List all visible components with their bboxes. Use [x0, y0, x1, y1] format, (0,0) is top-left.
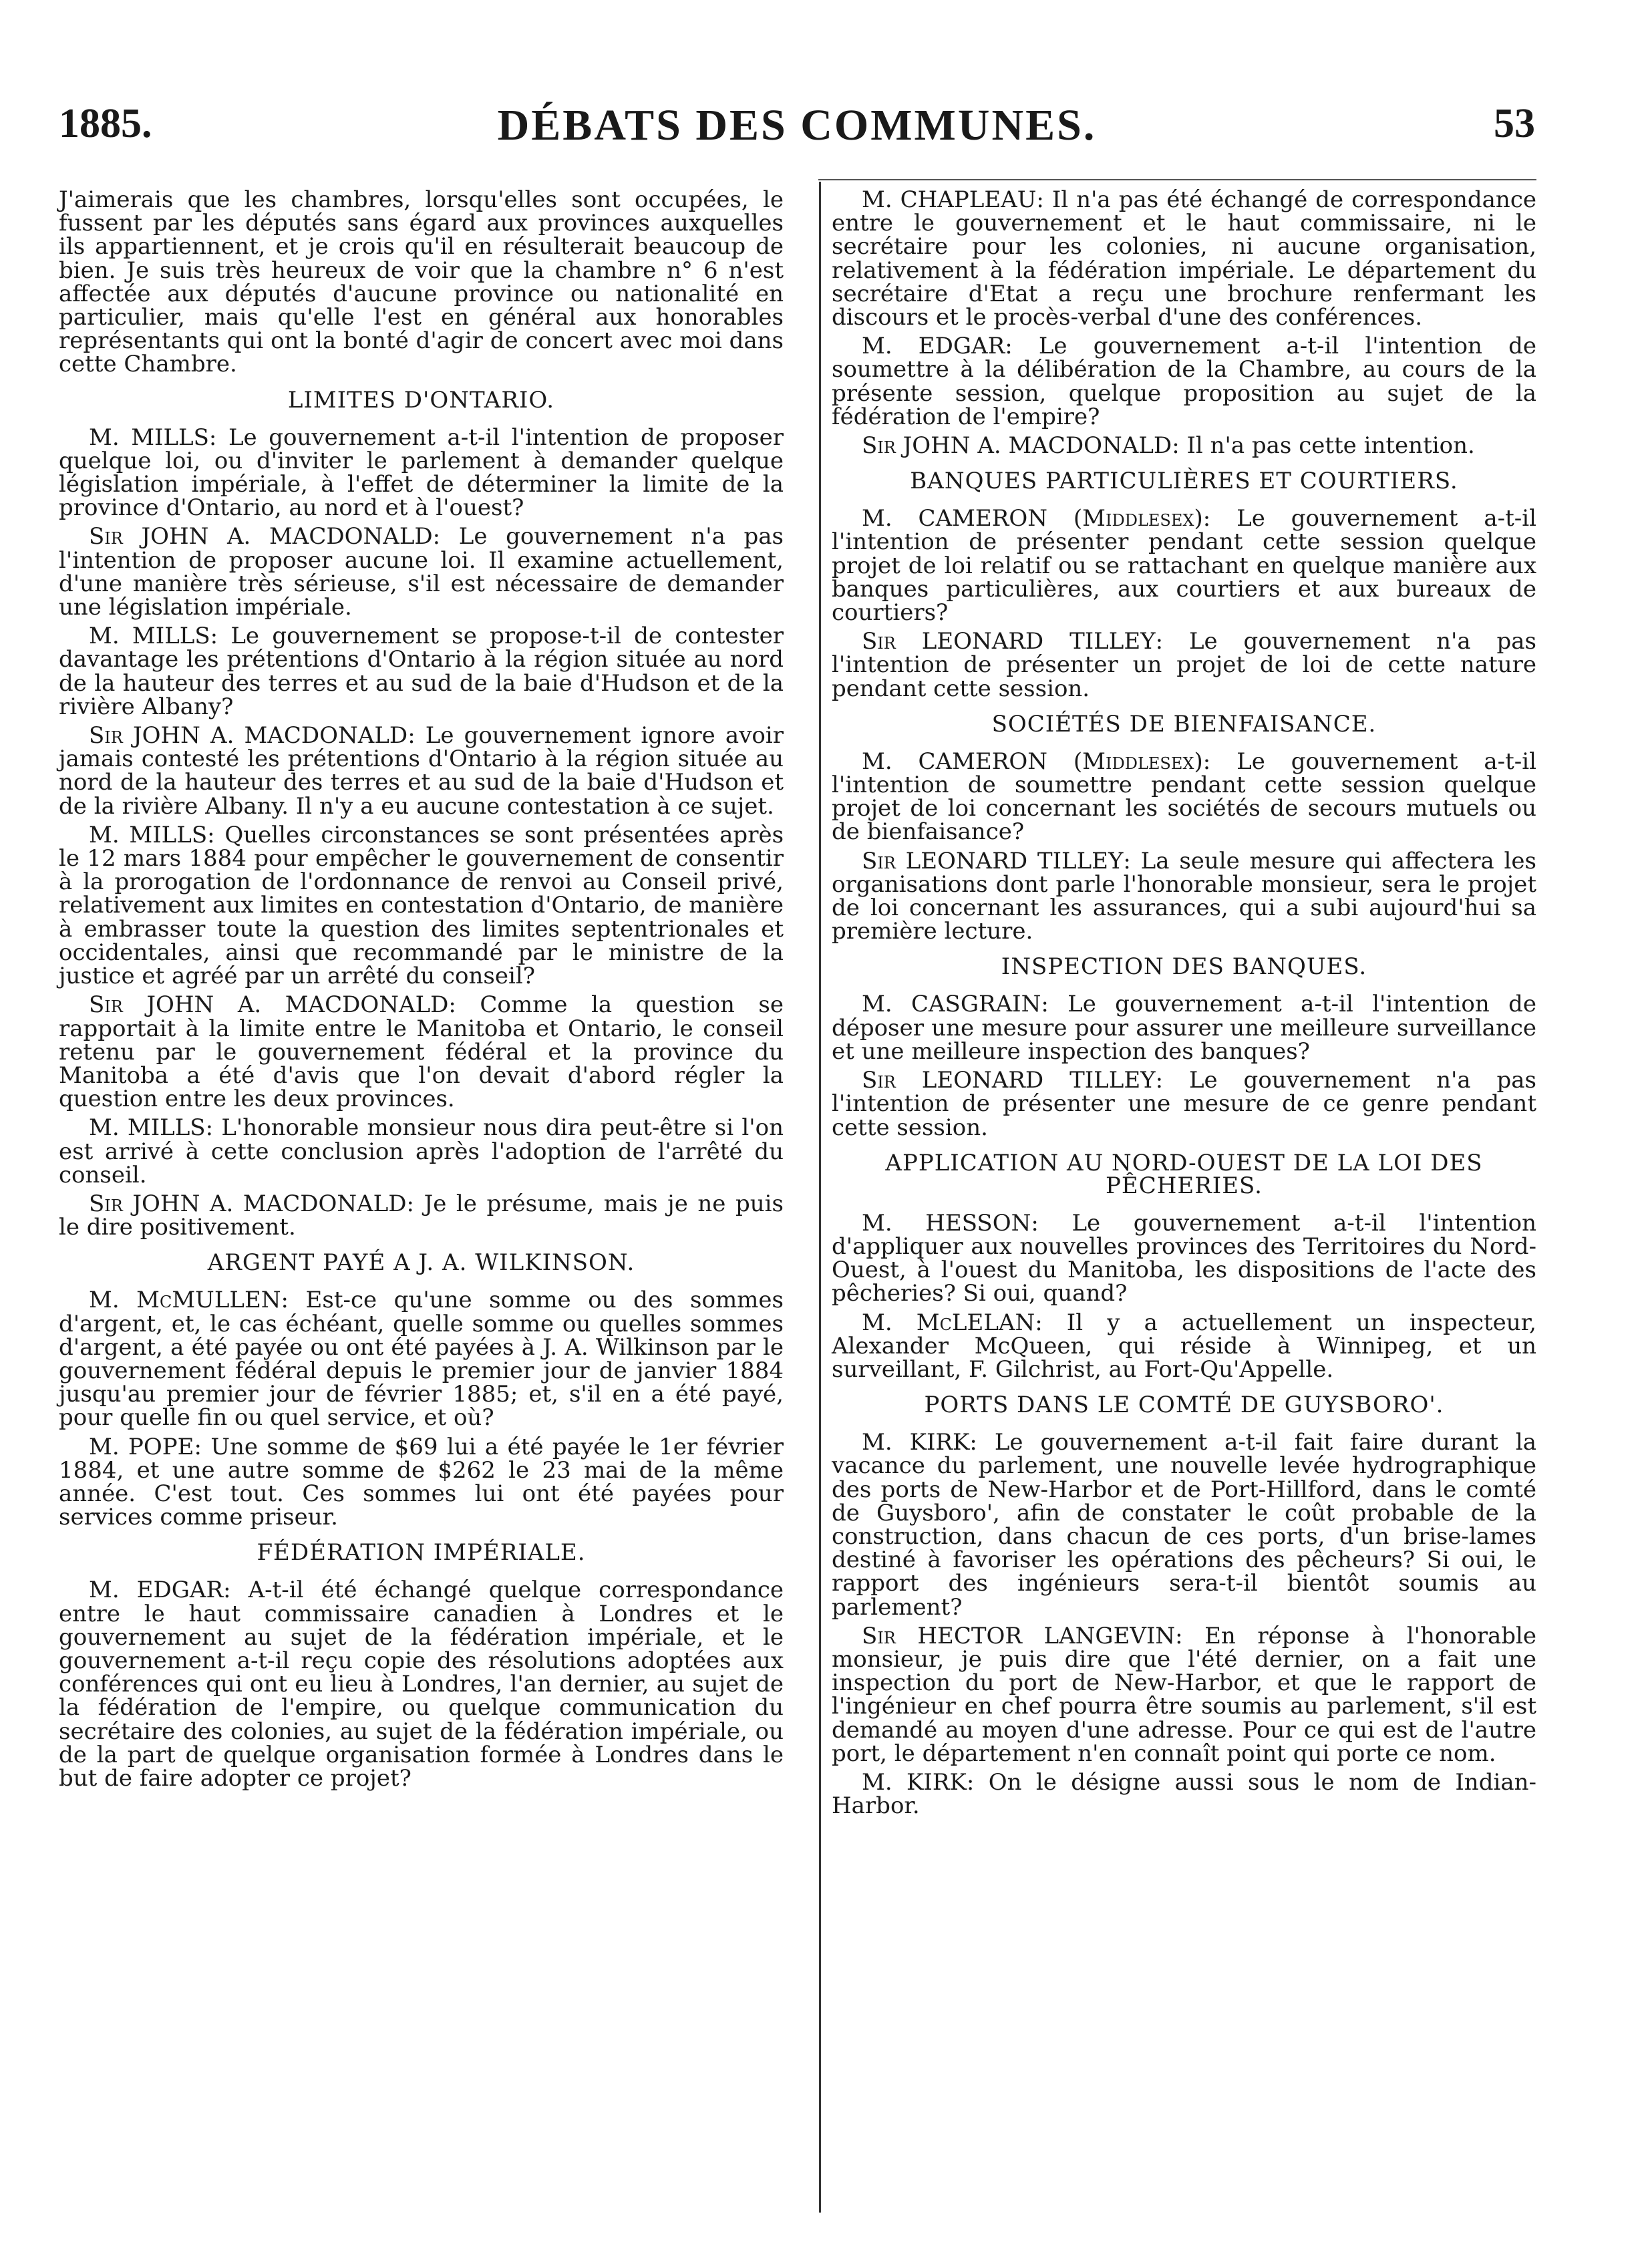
page-number: 53 — [1494, 101, 1535, 146]
intro-paragraph: J'aimerais que les chambres, lorsqu'elles sont occupées, le fussent par les députés sans égard aux provinces auxquelles ils appartiennent, et je crois qu'il en résulterait beaucoup de bien. Je suis très heureux de voir que la chambre n° 6 n'est affectée aux députés d'aucune province ou nationalité en particulier, mais qu'elle l'est en général aux honorables représentants qui ont la bonté d'agir de concert avec moi dans cette Chambre. — [59, 186, 784, 378]
section-heading: ARGENT PAYÉ A J. A. WILKINSON. — [207, 1249, 635, 1277]
speaker-name: M. EDGAR — [862, 333, 1005, 360]
debate-paragraph — [832, 1209, 1536, 1307]
speech-text: : Le gouvernement n'a pas l'intention de proposer aucune loi. Il examine actuellement, d'une manière très sérieuse, s'il est nécessaire de demander une législation impériale. — [59, 523, 784, 621]
speech-text: : A-t-il été échangé quelque correspondance entre le haut commissaire canadien à Londres et le gouvernement au sujet de la fédération impériale, et le gouvernement a-t-il reçu copie des résolutions adoptées aux conférences qui ont eu lieu à Londres, l'an dernier, au sujet de la fédération de l'empire, ou quelque communication du secrétaire des colonies, au sujet de la fédération impériale, ou de la part de quelque organisation formée à Londres dans le but de faire adopter ce projet? — [59, 1577, 784, 1792]
speaker-name: M. KIRK — [862, 1429, 970, 1456]
speaker-name: M. EDGAR — [89, 1577, 224, 1604]
debate-paragraph — [59, 1289, 784, 1430]
debate-paragraph — [832, 1069, 1536, 1140]
debate-paragraph — [59, 993, 784, 1111]
debate-paragraph — [59, 1116, 784, 1187]
speech-text: : Le gouvernement a-t-il l'intention de soumettre pendant cette session quelque projet de loi concernant les sociétés de secours mutuels ou de bienfaisance? — [832, 748, 1536, 846]
debate-paragraph — [832, 750, 1536, 844]
section-heading: BANQUES PARTICULIÈRES ET COURTIERS. — [910, 468, 1458, 495]
section-heading: PORTS DANS LE COMTÉ DE GUYSBORO'. — [924, 1392, 1444, 1419]
debate-paragraph — [832, 434, 1536, 458]
page-header — [59, 100, 1535, 160]
speaker-name: M. MILLS — [89, 821, 208, 848]
speech-text: : Est-ce qu'une somme ou des sommes d'argent, et, le cas échéant, quelle somme ou quelles sommes d'argent, a été payée ou ont été payées à J. A. Wilkinson par le gouvernement fédéral depuis le premier jour de janvier 1884 jusqu'au premier jour de février 1885; et, s'il en a été payé, pour quelle fin ou quel service, et où? — [59, 1287, 784, 1432]
debate-paragraph — [832, 847, 1536, 945]
speaker-name: M. POPE — [89, 1433, 194, 1460]
section-heading: INSPECTION DES BANQUES. — [1001, 953, 1367, 981]
debate-paragraph — [59, 525, 784, 619]
speech-text: : On le désigne aussi sous le nom de Indian-Harbor. — [832, 1768, 1536, 1820]
section-heading: SOCIÉTÉS DE BIENFAISANCE. — [991, 710, 1377, 738]
speech-text: : Le gouvernement a-t-il l'intention de soumettre à la délibération de la Chambre, au cours de la présente session, quelque proposition au sujet de la fédération de l'empire? — [832, 333, 1537, 430]
speech-text: : L'honorable monsieur nous dira peut-être si l'on est arrivé à cette conclusion après l'adoption de l'arrêté du conseil. — [59, 1114, 784, 1188]
speech-text: : Quelles circonstances se sont présentées après le 12 mars 1884 pour empêcher le gouvernement de consentir à la prorogation de l'ordonnance de renvoi au Conseil privé, relativement aux limites en contestation d'Ontario, de manière à embrasser toute la question des limites septentrionales et occidentales, ainsi que recommandé par le ministre de la justice et agréé par un arrêté du conseil? — [59, 821, 784, 990]
debate-paragraph — [59, 625, 784, 719]
speaker-name: M. KIRK — [862, 1768, 967, 1796]
speaker-name: M. CAMERON (Middlesex) — [862, 748, 1203, 775]
speaker-name: Sir JOHN A. MACDONALD — [89, 991, 449, 1019]
debate-paragraph — [59, 1433, 784, 1531]
speech-text: : Comme la question se rapportait à la limite entre le Manitoba et Ontario, le conseil retenu par le gouvernement fédéral et la province du Manitoba a été d'avis que l'on devait d'abord régler la question entre les deux provinces. — [59, 991, 784, 1113]
debate-paragraph — [832, 630, 1536, 701]
speaker-name: M. CHAPLEAU — [862, 186, 1037, 213]
speech-text: : Le gouvernement n'a pas l'intention de présenter une mesure de ce genre pendant cette session. — [832, 1067, 1537, 1141]
speech-text: : Le gouvernement ignore avoir jamais contesté les prétentions d'Ontario à la région située au nord de la hauteur des terres et au sud de la baie d'Hudson et de la rivière Albany. Il n'y a eu aucune contestation à ce sujet. — [59, 722, 784, 820]
speech-text: : Il n'a pas cette intention. — [1172, 432, 1475, 460]
debate-paragraph — [832, 1768, 1536, 1820]
speaker-name: Sir HECTOR LANGEVIN — [862, 1622, 1176, 1649]
section-heading: APPLICATION AU NORD-OUEST DE LA LOI DES PÊCHERIES. — [885, 1149, 1483, 1199]
column-divider — [819, 182, 821, 2213]
speech-text: : Le gouvernement n'a pas l'intention de présenter un projet de loi de cette nature pendant cette session. — [832, 628, 1537, 702]
debate-paragraph — [832, 507, 1536, 625]
speaker-name: M. McLELAN — [862, 1309, 1035, 1336]
speaker-name: Sir LEONARD TILLEY — [862, 1067, 1156, 1094]
speech-text: : Le gouvernement a-t-il l'intention de présenter pendant cette session quelque projet de loi relatif ou se rattachant en quelque manière aux banques particulières, aux courtiers et aux bureaux de courtiers? — [832, 505, 1536, 627]
debate-paragraph — [832, 188, 1536, 329]
speech-text: : Je le présume, mais je ne puis le dire positivement. — [59, 1190, 784, 1241]
speech-text: : Le gouvernement a-t-il fait faire durant la vacance du parlement, une nouvelle levée hydrographique des ports de New-Harbor et de Port-Hillford, dans le comté de Guysboro', afin de constater le coût probable de la construction, dans chacun de ces ports, d'un brise-lames destiné à favoriser les opérations des pêcheurs? Si oui, le rapport des ingénieurs sera-t-il bientôt soumis au parlement? — [832, 1429, 1536, 1621]
speech-text: : Le gouvernement se propose-t-il de contester davantage les prétentions d'Ontario à la région située au nord de la hauteur des terres et au sud de la baie d'Hudson et de la rivière Albany? — [59, 623, 784, 720]
speaker-name: M. CASGRAIN — [862, 991, 1041, 1018]
speaker-name: M. MILLS — [89, 1114, 206, 1142]
header-rule — [818, 179, 1536, 180]
speech-text: : Le gouvernement a-t-il l'intention de proposer quelque loi, ou d'inviter le parlement à demander quelque législation impériale, à l'effet de déterminer la limite de la province d'Ontario, au nord et à l'ouest? — [59, 424, 784, 522]
speech-text: : Il n'a pas été échangé de correspondance entre le gouvernement et le haut commissaire, ni le secrétaire pour les colonies, ni aucune organisation, relativement à la fédération impériale. Le département du secrétaire d'Etat a reçu une brochure renfermant les discours et le procès-verbal d'une des conférences. — [832, 186, 1536, 331]
speaker-name: Sir LEONARD TILLEY — [862, 847, 1124, 874]
debate-paragraph — [59, 426, 784, 520]
debate-paragraph — [59, 1192, 784, 1239]
speech-text: : Le gouvernement a-t-il l'intention de déposer une mesure pour assurer une meilleure surveillance et une meilleure inspection des banques? — [832, 991, 1536, 1065]
speaker-name: M. MILLS — [89, 623, 210, 650]
speech-text: : Il y a actuellement un inspecteur, Alexander McQueen, qui réside à Winnipeg, et un surveillant, F. Gilchrist, au Fort-Qu'Appelle. — [832, 1309, 1536, 1383]
speaker-name: Sir JOHN A. MACDONALD — [862, 432, 1172, 460]
debate-paragraph — [59, 1579, 784, 1790]
debate-paragraph — [832, 1431, 1536, 1619]
speaker-name: Sir LEONARD TILLEY — [862, 628, 1156, 655]
speech-text: : En réponse à l'honorable monsieur, je puis dire que l'été dernier, on a fait une inspection du port de New-Harbor, et que le rapport de l'ingénieur en chef pourra être soumis au parlement, s'il est demandé au moyen d'une adresse. Pour ce qui est de l'autre port, le département n'en connaît point qui porte ce nom. — [832, 1622, 1536, 1767]
debate-paragraph — [59, 821, 784, 990]
debate-paragraph — [832, 1311, 1536, 1382]
speaker-name: Sir JOHN A. MACDONALD — [89, 722, 408, 750]
debate-paragraph — [59, 724, 784, 818]
speech-text: : La seule mesure qui affectera les organisations dont parle l'honorable monsieur, sera le projet de loi concernant les assurances, qui a subi aujourd'hui sa première lecture. — [832, 847, 1536, 945]
debate-paragraph — [832, 335, 1536, 429]
debate-paragraph — [832, 993, 1536, 1064]
speech-text: : Le gouvernement a-t-il l'intention d'appliquer aux nouvelles provinces des Territoires du Nord-Ouest, à l'ouest du Manitoba, les dispositions de l'acte des pêcheries? Si oui, quand? — [832, 1209, 1536, 1307]
right-column — [832, 188, 1536, 1823]
speech-text: : Une somme de $69 lui a été payée le 1er février 1884, et une autre somme de $262 le 23 mai de la même année. C'est tout. Ces sommes lui ont été payées pour services comme priseur. — [59, 1433, 784, 1531]
speaker-name: M. McMULLEN — [89, 1287, 281, 1314]
debate-paragraph — [832, 1622, 1536, 1767]
section-heading: LIMITES D'ONTARIO. — [287, 386, 555, 414]
section-heading: FÉDÉRATION IMPÉRIALE. — [257, 1539, 586, 1567]
speaker-name: M. MILLS — [89, 424, 209, 451]
left-column — [59, 188, 784, 1796]
speaker-name: Sir JOHN A. MACDONALD — [89, 523, 433, 550]
page-year: 1885. — [59, 101, 152, 146]
speaker-name: M. CAMERON (Middlesex) — [862, 505, 1203, 532]
page-title: DÉBATS DES COMMUNES. — [497, 101, 1097, 150]
speaker-name: Sir JOHN A. MACDONALD — [89, 1190, 407, 1217]
speaker-name: M. HESSON — [862, 1209, 1031, 1237]
